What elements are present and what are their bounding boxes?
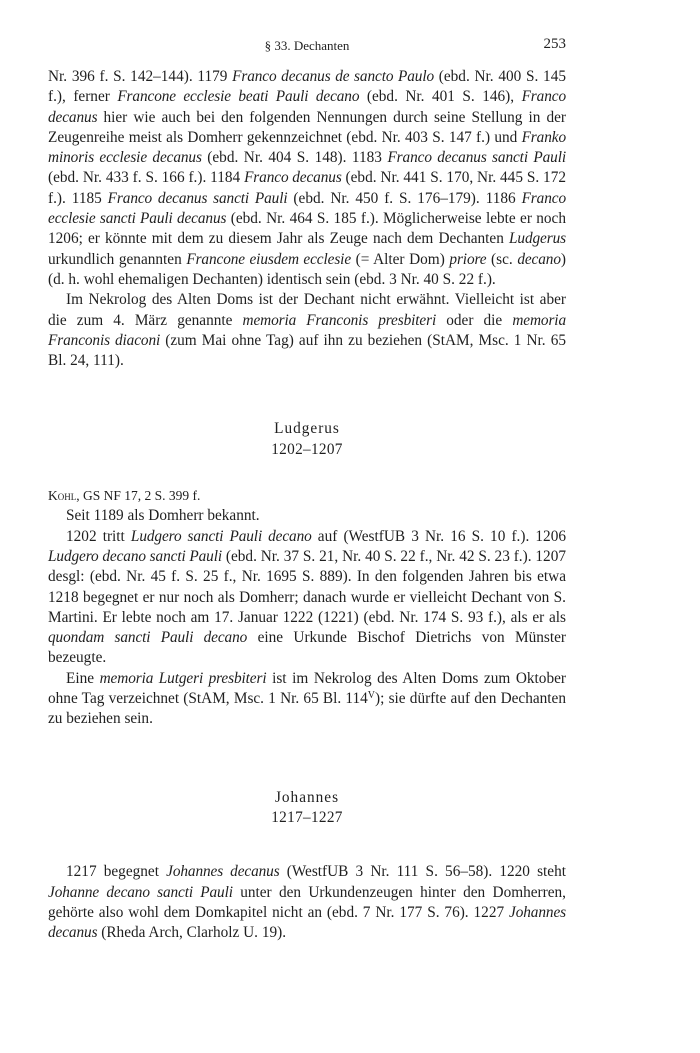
johannes-heading [48, 788, 566, 829]
ludgerus-years: 1202–1207 [271, 440, 343, 458]
ludgerus-paragraph-2: 1202 tritt Ludgero sancti Pauli decano auf (WestfUB 3 Nr. 16 S. 10 f.). 1206 Ludgero decano sancti Pauli (ebd. Nr. 37 S. 21, Nr. 40 S. 22 f., Nr. 42 S. 23 f.). 1207 desgl: (ebd. Nr. 45 f. S. 25 f., Nr. 1695 S. 889). In den folgenden Jahren bis etwa 1218 begegnet er nur noch als Domherr; danach wurde er vielleicht Dechant von S. Martini. Er lebte noch am 17. Januar 1222 (1221) (ebd. Nr. 174 S. 93 f.), als er als quondam sancti Pauli decano eine Urkunde Bischof Dietrichs von Münster bezeugte. [48, 527, 567, 667]
ludgerus-name: Ludgerus [274, 420, 340, 438]
page-number: 253 [543, 36, 566, 52]
ludgerus-paragraph-1: Seit 1189 als Domherr bekannt. [66, 507, 260, 525]
ludgerus-heading [48, 419, 566, 460]
body-text [48, 67, 566, 943]
ludgerus-paragraph-3: Eine memoria Lutgeri presbiteri ist im Nekrolog des Alten Doms zum Oktober ohne Tag verzeichnet (StAM, Msc. 1 Nr. 65 Bl. $114^V$); sie dürfte auf den Dechanten zu beziehen sein. [48, 669, 566, 728]
franco-necrology-paragraph: Im Nekrolog des Alten Doms ist der Dechant nicht erwähnt. Vielleicht ist aber die zum 4. März genannte memoria Franconis presbiteri oder die memoria Franconis diaconi (zum Mai ohne Tag) auf ihn zu beziehen (StAM, Msc. 1 Nr. 65 Bl. 24, 111). [48, 291, 567, 370]
johannes-years: 1217–1227 [271, 808, 343, 826]
running-head [48, 38, 566, 58]
johannes-name: Johannes [274, 788, 340, 806]
franco-continuation-paragraph: Nr. 396 f. S. 142–144). 1179 Franco decanus de sancto Paulo (ebd. Nr. 400 S. 145 f.), ferner Francone ecclesie beati Pauli decano (ebd. Nr. 401 S. 146), Franco decanus hier wie auch bei den folgenden Nennungen durch seine Stellung in der Zeugenreihe meist als Domherr gekennzeichnet (ebd. Nr. 403 S. 147 f.) und Franko minoris ecclesie decanus (ebd. Nr. 404 S. 148). 1183 Franco decanus sancti Pauli (ebd. Nr. 433 f. S. 166 f.). 1184 Franco decanus (ebd. Nr. 441 S. 170, Nr. 445 S. 172 f.). 1185 Franco decanus sancti Pauli (ebd. Nr. 450 f. S. 176–179). 1186 Franco ecclesie sancti Pauli decanus (ebd. Nr. 464 S. 185 f.). Möglicherweise lebte er noch 1206; er könnte mit dem zu diesem Jahr als Zeuge nach dem Dechanten Ludgerus urkundlich genannten Francone eiusdem ecclesie (= Alter Dom) priore (sc. decano) (d. h. wohl ehemaligen Dechanten) identisch sein (ebd. 3 Nr. 40 S. 22 f.). [48, 68, 566, 288]
ludgerus-reference: Kohl, GS NF 17, 2 S. 399 f. [48, 488, 201, 504]
johannes-paragraph-1: 1217 begegnet Johannes decanus (WestfUB 3 Nr. 111 S. 56–58). 1220 steht Johanne decano sancti Pauli unter den Urkundenzeugen hinter den Domherren, gehörte also wohl dem Domkapitel nicht an (ebd. 7 Nr. 177 S. 76). 1227 Johannes decanus (Rheda Arch, Clarholz U. 19). [48, 863, 566, 942]
running-head-title: § 33. Dechanten [264, 38, 350, 53]
